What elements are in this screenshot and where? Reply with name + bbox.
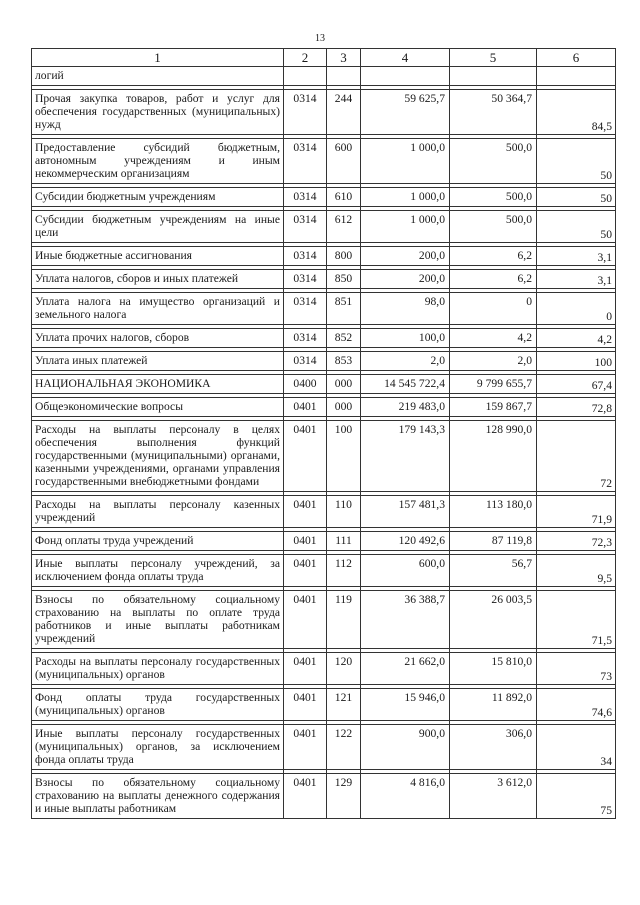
row-name-cell: НАЦИОНАЛЬНАЯ ЭКОНОМИКА xyxy=(32,375,284,394)
row-exec-cell: 2,0 xyxy=(450,352,537,371)
row-plan-cell: 59 625,7 xyxy=(361,90,450,135)
row-section-cell: 0314 xyxy=(284,188,327,207)
table-header-row xyxy=(32,49,616,67)
row-percent-cell: 72 xyxy=(537,421,616,492)
row-type-cell: 121 xyxy=(327,689,361,721)
table-row xyxy=(32,90,616,135)
row-name-cell: Взносы по обязательному социальному страхованию на выплаты по оплате труда работников и иные выплаты работникам учреждений xyxy=(32,591,284,649)
row-percent-cell: 3,1 xyxy=(537,270,616,289)
row-section-cell: 0401 xyxy=(284,591,327,649)
row-exec-cell: 26 003,5 xyxy=(450,591,537,649)
row-name-cell: Уплата прочих налогов, сборов xyxy=(32,329,284,348)
row-plan-cell: 120 492,6 xyxy=(361,532,450,551)
table-row xyxy=(32,421,616,492)
row-section-cell: 0401 xyxy=(284,398,327,417)
table-row xyxy=(32,689,616,721)
row-exec-cell: 6,2 xyxy=(450,270,537,289)
row-type-cell: 800 xyxy=(327,247,361,266)
row-name-cell: Фонд оплаты труда государственных (муниципальных) органов xyxy=(32,689,284,721)
row-type-cell xyxy=(327,67,361,86)
row-name-cell: Уплата налога на имущество организаций и земельного налога xyxy=(32,293,284,325)
row-exec-cell: 113 180,0 xyxy=(450,496,537,528)
table-row xyxy=(32,188,616,207)
row-type-cell: 852 xyxy=(327,329,361,348)
row-exec-cell: 500,0 xyxy=(450,211,537,243)
column-header-name: 1 xyxy=(32,49,284,67)
row-name-cell: Общеэкономические вопросы xyxy=(32,398,284,417)
row-percent-cell: 84,5 xyxy=(537,90,616,135)
column-header-section: 2 xyxy=(284,49,327,67)
table-row xyxy=(32,139,616,184)
table-row xyxy=(32,725,616,770)
table-row xyxy=(32,329,616,348)
table-body xyxy=(32,67,616,819)
row-section-cell: 0401 xyxy=(284,653,327,685)
row-type-cell: 122 xyxy=(327,725,361,770)
row-percent-cell: 50 xyxy=(537,211,616,243)
row-name-cell: Иные выплаты персоналу государственных (муниципальных) органов, за исключением фонда оплаты труда xyxy=(32,725,284,770)
row-section-cell: 0314 xyxy=(284,247,327,266)
row-plan-cell: 900,0 xyxy=(361,725,450,770)
row-plan-cell: 219 483,0 xyxy=(361,398,450,417)
row-percent-cell xyxy=(537,67,616,86)
row-percent-cell: 67,4 xyxy=(537,375,616,394)
row-type-cell: 610 xyxy=(327,188,361,207)
row-exec-cell: 500,0 xyxy=(450,139,537,184)
row-percent-cell: 72,8 xyxy=(537,398,616,417)
row-name-cell: логий xyxy=(32,67,284,86)
column-header-percent: 6 xyxy=(537,49,616,67)
column-header-type: 3 xyxy=(327,49,361,67)
row-percent-cell: 0 xyxy=(537,293,616,325)
row-type-cell: 111 xyxy=(327,532,361,551)
row-exec-cell: 9 799 655,7 xyxy=(450,375,537,394)
row-plan-cell: 14 545 722,4 xyxy=(361,375,450,394)
row-plan-cell: 600,0 xyxy=(361,555,450,587)
row-name-cell: Фонд оплаты труда учреждений xyxy=(32,532,284,551)
row-section-cell: 0314 xyxy=(284,329,327,348)
row-type-cell: 612 xyxy=(327,211,361,243)
row-section-cell: 0400 xyxy=(284,375,327,394)
row-type-cell: 100 xyxy=(327,421,361,492)
row-type-cell: 850 xyxy=(327,270,361,289)
row-percent-cell: 50 xyxy=(537,188,616,207)
row-plan-cell xyxy=(361,67,450,86)
row-plan-cell: 4 816,0 xyxy=(361,774,450,819)
row-exec-cell: 15 810,0 xyxy=(450,653,537,685)
row-name-cell: Расходы на выплаты персоналу государственных (муниципальных) органов xyxy=(32,653,284,685)
row-name-cell: Субсидии бюджетным учреждениям на иные цели xyxy=(32,211,284,243)
row-section-cell xyxy=(284,67,327,86)
row-percent-cell: 72,3 xyxy=(537,532,616,551)
row-percent-cell: 75 xyxy=(537,774,616,819)
row-exec-cell: 11 892,0 xyxy=(450,689,537,721)
row-type-cell: 129 xyxy=(327,774,361,819)
table-row xyxy=(32,270,616,289)
row-name-cell: Иные выплаты персоналу учреждений, за исключением фонда оплаты труда xyxy=(32,555,284,587)
row-exec-cell: 3 612,0 xyxy=(450,774,537,819)
table-row xyxy=(32,352,616,371)
page-number: 13 xyxy=(315,33,325,44)
row-plan-cell: 15 946,0 xyxy=(361,689,450,721)
table-row xyxy=(32,591,616,649)
row-exec-cell: 87 119,8 xyxy=(450,532,537,551)
row-name-cell: Взносы по обязательному социальному страхованию на выплаты денежного содержания и иные выплаты работникам xyxy=(32,774,284,819)
row-percent-cell: 73 xyxy=(537,653,616,685)
row-plan-cell: 1 000,0 xyxy=(361,188,450,207)
row-type-cell: 000 xyxy=(327,375,361,394)
row-plan-cell: 2,0 xyxy=(361,352,450,371)
row-name-cell: Расходы на выплаты персоналу в целях обеспечения выполнения функций государственными (муниципальными) органами, казенными учреждениями, органами управления государственными внебюджетными фондами xyxy=(32,421,284,492)
row-plan-cell: 157 481,3 xyxy=(361,496,450,528)
row-exec-cell: 6,2 xyxy=(450,247,537,266)
row-plan-cell: 1 000,0 xyxy=(361,139,450,184)
column-header-exec: 5 xyxy=(450,49,537,67)
row-plan-cell: 21 662,0 xyxy=(361,653,450,685)
row-exec-cell: 4,2 xyxy=(450,329,537,348)
row-section-cell: 0401 xyxy=(284,555,327,587)
table-row xyxy=(32,375,616,394)
table-row xyxy=(32,496,616,528)
row-section-cell: 0401 xyxy=(284,689,327,721)
table-row xyxy=(32,774,616,819)
row-name-cell: Уплата налогов, сборов и иных платежей xyxy=(32,270,284,289)
row-exec-cell: 159 867,7 xyxy=(450,398,537,417)
row-type-cell: 000 xyxy=(327,398,361,417)
row-section-cell: 0314 xyxy=(284,90,327,135)
table-row xyxy=(32,398,616,417)
table-row xyxy=(32,67,616,86)
row-plan-cell: 98,0 xyxy=(361,293,450,325)
row-name-cell: Расходы на выплаты персоналу казенных учреждений xyxy=(32,496,284,528)
row-percent-cell: 34 xyxy=(537,725,616,770)
row-exec-cell: 306,0 xyxy=(450,725,537,770)
row-section-cell: 0401 xyxy=(284,725,327,770)
row-section-cell: 0314 xyxy=(284,211,327,243)
row-type-cell: 853 xyxy=(327,352,361,371)
table-row xyxy=(32,247,616,266)
row-type-cell: 119 xyxy=(327,591,361,649)
column-header-plan: 4 xyxy=(361,49,450,67)
row-section-cell: 0401 xyxy=(284,421,327,492)
row-percent-cell: 100 xyxy=(537,352,616,371)
row-plan-cell: 200,0 xyxy=(361,247,450,266)
row-section-cell: 0314 xyxy=(284,139,327,184)
row-percent-cell: 71,5 xyxy=(537,591,616,649)
row-name-cell: Иные бюджетные ассигнования xyxy=(32,247,284,266)
row-plan-cell: 200,0 xyxy=(361,270,450,289)
row-section-cell: 0401 xyxy=(284,496,327,528)
row-plan-cell: 36 388,7 xyxy=(361,591,450,649)
row-section-cell: 0314 xyxy=(284,352,327,371)
row-section-cell: 0314 xyxy=(284,270,327,289)
table-row xyxy=(32,555,616,587)
row-name-cell: Уплата иных платежей xyxy=(32,352,284,371)
row-exec-cell: 50 364,7 xyxy=(450,90,537,135)
row-exec-cell: 0 xyxy=(450,293,537,325)
row-percent-cell: 9,5 xyxy=(537,555,616,587)
row-exec-cell: 128 990,0 xyxy=(450,421,537,492)
row-plan-cell: 1 000,0 xyxy=(361,211,450,243)
row-percent-cell: 4,2 xyxy=(537,329,616,348)
row-type-cell: 244 xyxy=(327,90,361,135)
row-type-cell: 110 xyxy=(327,496,361,528)
row-type-cell: 600 xyxy=(327,139,361,184)
row-section-cell: 0401 xyxy=(284,532,327,551)
row-section-cell: 0401 xyxy=(284,774,327,819)
row-exec-cell: 56,7 xyxy=(450,555,537,587)
row-type-cell: 120 xyxy=(327,653,361,685)
row-percent-cell: 3,1 xyxy=(537,247,616,266)
row-name-cell: Субсидии бюджетным учреждениям xyxy=(32,188,284,207)
table-row xyxy=(32,211,616,243)
row-name-cell: Предоставление субсидий бюджетным, автономным учреждениям и иным некоммерческим организациям xyxy=(32,139,284,184)
table-row xyxy=(32,653,616,685)
row-percent-cell: 71,9 xyxy=(537,496,616,528)
row-plan-cell: 179 143,3 xyxy=(361,421,450,492)
row-name-cell: Прочая закупка товаров, работ и услуг для обеспечения государственных (муниципальных) нужд xyxy=(32,90,284,135)
row-percent-cell: 74,6 xyxy=(537,689,616,721)
row-exec-cell xyxy=(450,67,537,86)
table-row xyxy=(32,293,616,325)
budget-table xyxy=(31,48,616,819)
row-section-cell: 0314 xyxy=(284,293,327,325)
row-type-cell: 851 xyxy=(327,293,361,325)
row-plan-cell: 100,0 xyxy=(361,329,450,348)
row-type-cell: 112 xyxy=(327,555,361,587)
table-row xyxy=(32,532,616,551)
row-percent-cell: 50 xyxy=(537,139,616,184)
row-exec-cell: 500,0 xyxy=(450,188,537,207)
